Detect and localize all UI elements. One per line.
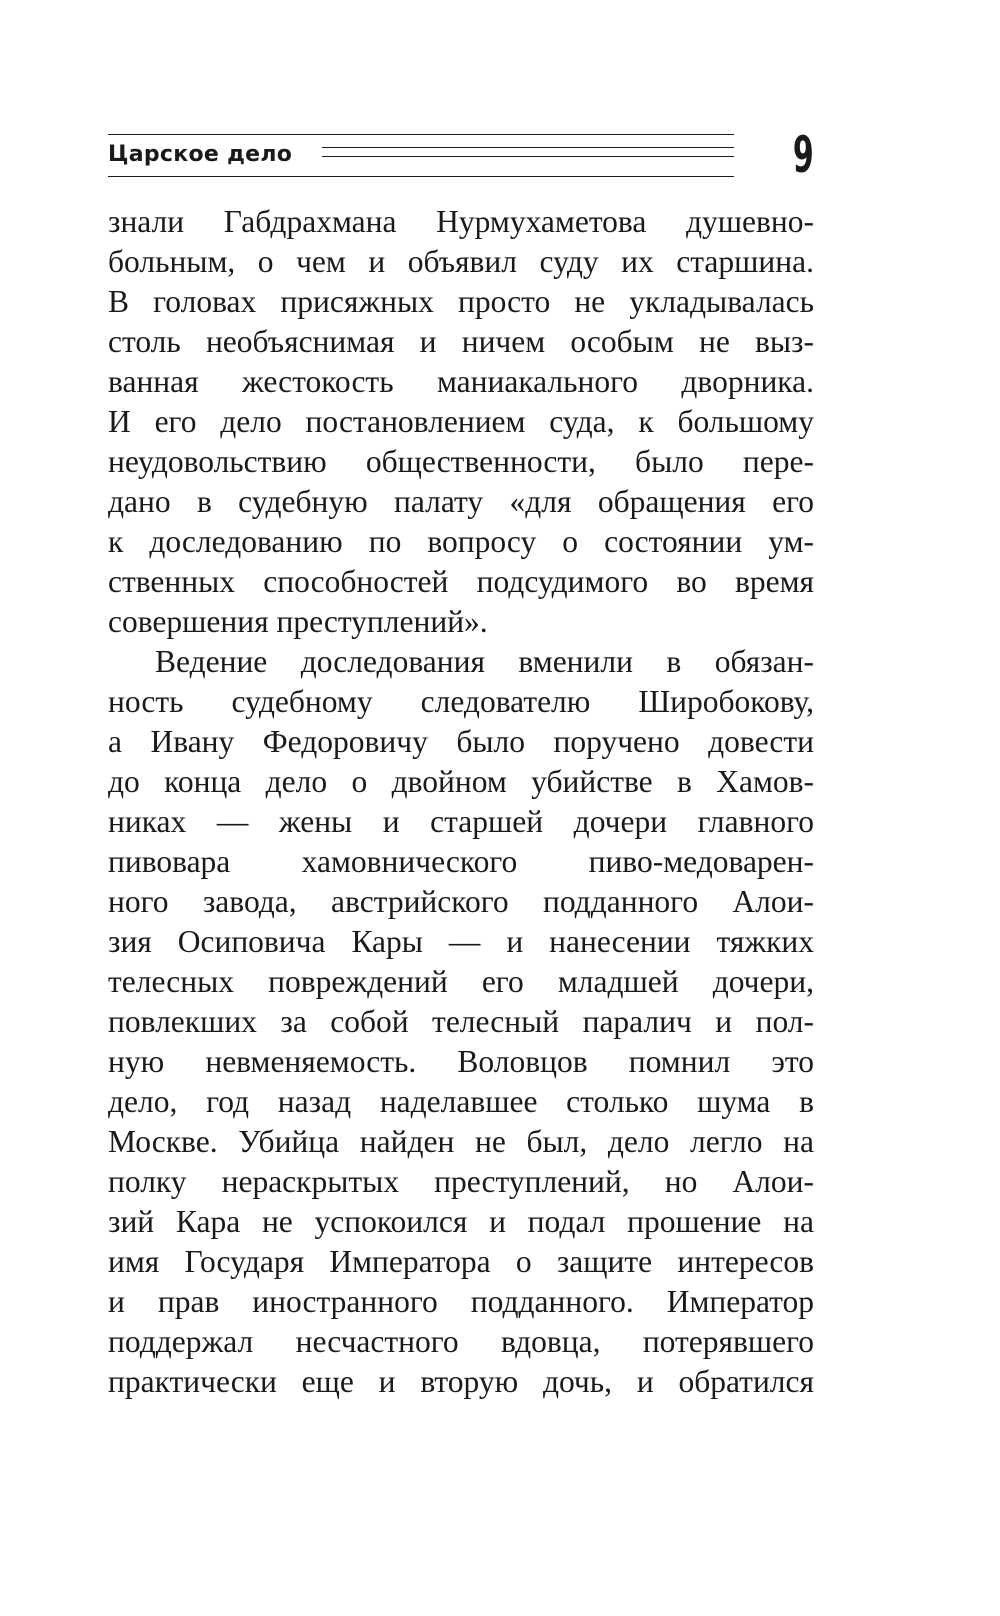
page-number: 9 (793, 126, 814, 184)
text-line: а Ивану Федоровичу было поручено довести (108, 724, 814, 759)
text-line: ственных способностей подсудимого во время (108, 564, 814, 599)
text-line: знали Габдрахмана Нурмухаметова душевно- (108, 204, 814, 239)
paragraph-last-line: совершения преступлений». (108, 604, 488, 639)
book-title: Царское дело (108, 142, 293, 167)
text-line: имя Государя Императора о защите интересов (108, 1244, 814, 1279)
header-rule-bottom (108, 176, 734, 177)
text-line: ного завода, австрийского подданного Алои- (108, 884, 814, 919)
text-line: пивовара хамовнического пиво-медоварен- (108, 844, 814, 879)
text-line: зий Кара не успокоился и подал прошение на (108, 1204, 814, 1239)
body-text (108, 202, 814, 1402)
text-line: никах — жены и старшей дочери главного (108, 804, 814, 839)
text-line: больным, о чем и объявил суду их старшина. (108, 244, 814, 279)
header-rule-inner-lower (322, 156, 734, 157)
text-line: повлекших за собой телесный паралич и пол- (108, 1004, 814, 1039)
header-rule-top (108, 134, 734, 135)
text-line: ную невменяемость. Воловцов помнил это (108, 1044, 814, 1079)
paragraph-first-line: Ведение доследования вменили в обязан- (155, 644, 814, 679)
text-line: ность судебному следователю Широбокову, (108, 684, 814, 719)
text-line: дело, год назад наделавшее столько шума в (108, 1084, 814, 1119)
text-line: телесных повреждений его младшей дочери, (108, 964, 814, 999)
text-line: И его дело постановлением суда, к большому (108, 404, 814, 439)
text-line: к доследованию по вопросу о состоянии ум- (108, 524, 814, 559)
text-line: практически еще и вторую дочь, и обратился (108, 1364, 814, 1399)
text-line: дано в судебную палату «для обращения его (108, 484, 814, 519)
text-line: зия Осиповича Кары — и нанесении тяжких (108, 924, 814, 959)
text-line: ванная жестокость маниакального дворника. (108, 364, 814, 399)
text-line: полку нераскрытых преступлений, но Алои- (108, 1164, 814, 1199)
text-line: до конца дело о двойном убийстве в Хамов- (108, 764, 814, 799)
text-line: поддержал несчастного вдовца, потерявшего (108, 1324, 814, 1359)
text-line: Москве. Убийца найден не был, дело легло на (108, 1124, 814, 1159)
header-rule-inner-upper (322, 147, 734, 148)
text-line: В головах присяжных просто не укладывалась (108, 284, 814, 319)
running-header (108, 126, 814, 184)
text-line: неудовольствию общественности, было пере- (108, 444, 814, 479)
text-line: и прав иностранного подданного. Император (108, 1284, 814, 1319)
text-line: столь необъяснимая и ничем особым не выз- (108, 324, 814, 359)
